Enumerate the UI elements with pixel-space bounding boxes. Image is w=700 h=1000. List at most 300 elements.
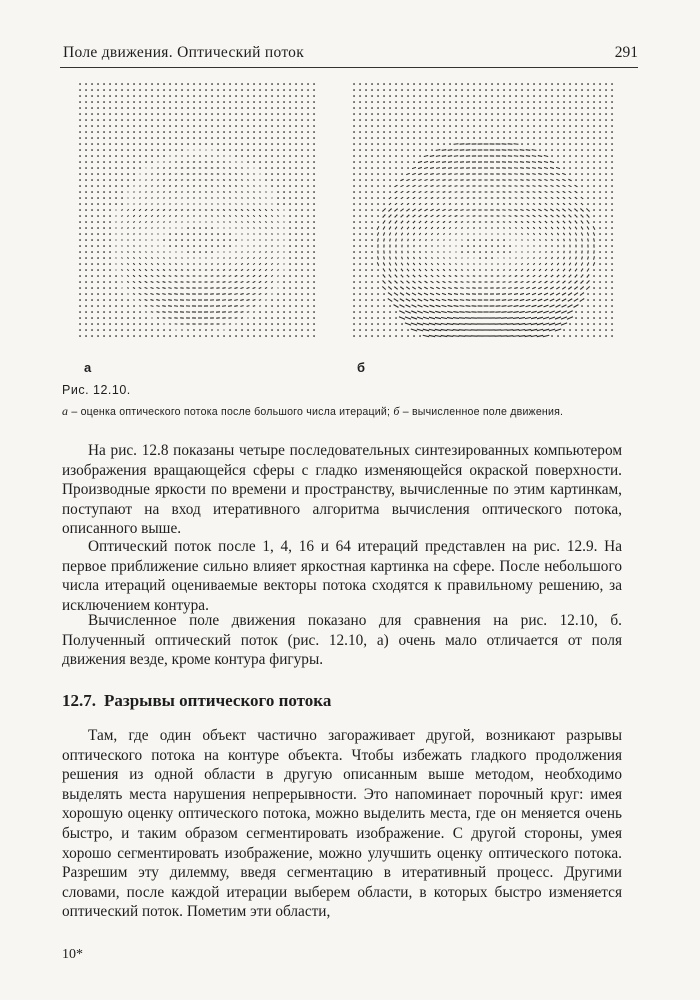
flow-dot (407, 119, 409, 121)
flow-vector (551, 275, 553, 277)
flow-vector (522, 239, 523, 240)
flow-dot (371, 191, 373, 193)
flow-dot (115, 107, 117, 109)
flow-dot (593, 221, 595, 223)
flow-dot (313, 245, 315, 247)
flow-dot (289, 101, 291, 103)
flow-vector (259, 186, 260, 187)
flow-dot (533, 101, 535, 103)
flow-vector (507, 312, 512, 313)
flow-dot (259, 83, 261, 85)
flow-dot (377, 203, 379, 205)
flow-vector (531, 317, 537, 318)
flow-dot (419, 113, 421, 115)
flow-dot (289, 185, 291, 187)
flow-dot (419, 95, 421, 97)
flow-dot (371, 161, 373, 163)
flow-dot (295, 155, 297, 157)
flow-dot (485, 101, 487, 103)
flow-dot (259, 131, 261, 133)
flow-vector (527, 215, 530, 216)
flow-dot (235, 83, 237, 85)
flow-dot (115, 311, 117, 313)
flow-vector (443, 269, 445, 270)
flow-dot (175, 83, 177, 85)
flow-dot (109, 149, 111, 151)
flow-vector (241, 269, 243, 270)
flow-vector (151, 269, 153, 270)
flow-dot (307, 263, 309, 265)
flow-vector (545, 275, 547, 277)
flow-dot (605, 257, 607, 259)
flow-dot (365, 233, 367, 235)
flow-dot (97, 239, 99, 241)
flow-dot (301, 215, 303, 217)
flow-vector (539, 221, 541, 223)
flow-dot (407, 89, 409, 91)
flow-dot (271, 161, 273, 163)
flow-dot (569, 167, 571, 169)
flow-dot (581, 149, 583, 151)
flow-vector (441, 323, 447, 324)
flow-dot (295, 131, 297, 133)
flow-dot (199, 101, 201, 103)
flow-dot (109, 197, 111, 199)
flow-dot (127, 323, 129, 325)
flow-dot (425, 101, 427, 103)
flow-vector (133, 269, 135, 270)
flow-dot (229, 245, 231, 247)
flow-dot (289, 251, 291, 253)
flow-dot (599, 269, 601, 271)
flow-dot (353, 317, 355, 319)
flow-vector (228, 312, 232, 313)
flow-dot (145, 155, 147, 157)
flow-vector (575, 275, 577, 278)
flow-vector (537, 311, 542, 313)
flow-vector (562, 305, 567, 307)
flow-dot (605, 329, 607, 331)
flow-dot (425, 107, 427, 109)
flow-dot (223, 125, 225, 127)
flow-dot (133, 119, 135, 121)
flow-dot (133, 167, 135, 169)
flow-dot (97, 119, 99, 121)
flow-vector (151, 221, 152, 222)
flow-dot (295, 95, 297, 97)
flow-dot (91, 185, 93, 187)
flow-dot (151, 107, 153, 109)
flow-dot (121, 137, 123, 139)
flow-dot (503, 239, 505, 241)
flow-dot (91, 323, 93, 325)
flow-dot (313, 257, 315, 259)
flow-vector (240, 294, 243, 295)
flow-dot (103, 191, 105, 193)
flow-vector (176, 252, 177, 253)
flow-vector (169, 276, 171, 277)
flow-dot (181, 245, 183, 247)
flow-vector (567, 317, 573, 319)
flow-dot (581, 179, 583, 181)
flow-dot (371, 329, 373, 331)
flow-dot (139, 83, 141, 85)
flow-vector (550, 287, 553, 289)
flow-dot (611, 263, 613, 265)
flow-dot (353, 191, 355, 193)
flow-vector (526, 162, 530, 163)
flow-vector (502, 210, 505, 211)
flow-dot (359, 137, 361, 139)
flow-vector (234, 312, 237, 313)
flow-dot (359, 293, 361, 295)
flow-dot (109, 245, 111, 247)
flow-dot (247, 101, 249, 103)
flow-vector (539, 204, 541, 205)
flow-vector (588, 256, 589, 259)
flow-vector (241, 209, 243, 210)
flow-dot (97, 281, 99, 283)
flow-vector (540, 257, 541, 259)
flow-vector (532, 162, 536, 163)
flow-dot (85, 251, 87, 253)
flow-dot (295, 275, 297, 277)
flow-dot (521, 131, 523, 133)
flow-dot (443, 125, 445, 127)
flow-vector (145, 269, 147, 270)
flow-dot (139, 119, 141, 121)
flow-dot (115, 173, 117, 175)
flow-dot (307, 257, 309, 259)
flow-vector (436, 209, 439, 210)
flow-vector (241, 215, 243, 216)
flow-vector (388, 299, 392, 302)
flow-dot (557, 137, 559, 139)
flow-dot (395, 317, 397, 319)
flow-dot (515, 107, 517, 109)
flow-dot (289, 215, 291, 217)
flow-dot (79, 299, 81, 301)
flow-dot (431, 113, 433, 115)
flow-dot (557, 155, 559, 157)
flow-dot (253, 323, 255, 325)
flow-dot (395, 125, 397, 127)
flow-vector (151, 215, 153, 216)
flow-vector (581, 215, 584, 218)
flow-dot (377, 161, 379, 163)
flow-dot (365, 281, 367, 283)
flow-dot (295, 209, 297, 211)
flow-dot (437, 95, 439, 97)
flow-dot (193, 131, 195, 133)
flow-dot (383, 161, 385, 163)
flow-dot (295, 173, 297, 175)
flow-dot (353, 263, 355, 265)
flow-vector (544, 293, 548, 295)
flow-dot (407, 131, 409, 133)
flow-vector (569, 233, 570, 235)
flow-vector (456, 240, 457, 241)
flow-dot (359, 161, 361, 163)
flow-dot (103, 209, 105, 211)
flow-vector (556, 287, 559, 289)
flow-dot (205, 233, 207, 235)
flow-dot (581, 311, 583, 313)
flow-vector (460, 300, 464, 301)
flow-dot (109, 317, 111, 319)
flow-dot (103, 143, 105, 145)
flow-dot (605, 317, 607, 319)
flow-dot (365, 167, 367, 169)
flow-vector (145, 263, 147, 264)
flow-vector (116, 270, 117, 271)
flow-vector (133, 215, 134, 216)
flow-vector (253, 281, 256, 282)
flow-dot (455, 131, 457, 133)
flow-vector (533, 263, 534, 264)
flow-dot (313, 83, 315, 85)
flow-dot (151, 161, 153, 163)
flow-dot (127, 161, 129, 163)
flow-dot (497, 239, 499, 241)
section-number: 12.7. (62, 691, 96, 710)
flow-vector (442, 209, 445, 210)
flow-vector (556, 167, 560, 168)
flow-vector (222, 288, 225, 289)
flow-vector (151, 281, 154, 282)
flow-vector (121, 215, 122, 216)
flow-dot (301, 233, 303, 235)
flow-dot (569, 149, 571, 151)
flow-dot (133, 311, 135, 313)
flow-dot (109, 299, 111, 301)
flow-dot (533, 119, 535, 121)
flow-vector (384, 238, 385, 241)
flow-dot (289, 167, 291, 169)
flow-dot (91, 251, 93, 253)
flow-dot (461, 245, 463, 247)
flow-dot (437, 101, 439, 103)
flow-vector (389, 215, 392, 218)
flow-dot (229, 335, 231, 337)
flow-dot (437, 125, 439, 127)
flow-dot (91, 257, 93, 259)
flow-dot (307, 299, 309, 301)
flow-dot (497, 245, 499, 247)
flow-dot (395, 173, 397, 175)
flow-dot (97, 245, 99, 247)
flow-dot (289, 257, 291, 259)
flow-dot (485, 239, 487, 241)
flow-dot (593, 287, 595, 289)
flow-dot (371, 95, 373, 97)
flow-dot (509, 245, 511, 247)
flow-vector (574, 209, 577, 212)
flow-vector (525, 311, 530, 312)
flow-dot (395, 143, 397, 145)
flow-dot (169, 329, 171, 331)
flow-vector (133, 257, 134, 258)
flow-vector (145, 192, 147, 193)
flow-dot (127, 185, 129, 187)
flow-vector (265, 204, 266, 205)
flow-vector (521, 186, 524, 187)
flow-vector (156, 306, 159, 307)
flow-vector (537, 329, 543, 330)
flow-vector (133, 198, 134, 199)
flow-dot (313, 185, 315, 187)
flow-vector (241, 204, 242, 205)
flow-dot (377, 287, 379, 289)
flow-dot (127, 167, 129, 169)
flow-dot (307, 275, 309, 277)
flow-dot (575, 155, 577, 157)
flow-dot (193, 239, 195, 241)
flow-dot (509, 83, 511, 85)
flow-vector (253, 192, 255, 193)
flow-dot (97, 113, 99, 115)
flow-dot (605, 143, 607, 145)
flow-vector (443, 221, 445, 222)
flow-vector (259, 257, 260, 258)
flow-dot (91, 305, 93, 307)
flow-vector (133, 263, 134, 264)
flow-dot (211, 233, 213, 235)
flow-vector (431, 192, 434, 193)
flow-vector (169, 222, 170, 223)
flow-dot (223, 245, 225, 247)
flow-dot (359, 107, 361, 109)
flow-dot (157, 107, 159, 109)
flow-dot (353, 89, 355, 91)
flow-dot (295, 335, 297, 337)
flow-dot (581, 323, 583, 325)
flow-dot (133, 179, 135, 181)
flow-vector (230, 228, 231, 229)
flow-dot (593, 281, 595, 283)
flow-dot (353, 119, 355, 121)
flow-vector (539, 215, 542, 217)
flow-vector (401, 191, 404, 192)
flow-dot (91, 125, 93, 127)
flow-dot (359, 221, 361, 223)
flow-dot (599, 185, 601, 187)
flow-vector (544, 162, 548, 163)
flow-dot (151, 83, 153, 85)
flow-vector (259, 294, 261, 295)
flow-dot (241, 137, 243, 139)
flow-dot (557, 161, 559, 163)
flow-vector (229, 270, 231, 271)
flow-dot (97, 131, 99, 133)
flow-dot (449, 125, 451, 127)
flow-dot (359, 113, 361, 115)
flow-vector (128, 227, 129, 228)
flow-dot (401, 155, 403, 157)
flow-vector (555, 317, 561, 319)
flow-vector (402, 257, 403, 259)
flow-dot (283, 197, 285, 199)
flow-dot (365, 125, 367, 127)
flow-dot (515, 119, 517, 121)
flow-dot (295, 125, 297, 127)
paragraph-3: Вычисленное поле движения показано для сравнения на рис. 12.10, б. Полученный оптический поток (рис. 12.10, а) очень мало отличается от поля движения везде, кроме контура фигуры. (62, 612, 622, 669)
flow-dot (301, 119, 303, 121)
flow-dot (103, 305, 105, 307)
flow-dot (265, 155, 267, 157)
flow-dot (289, 275, 291, 277)
flow-vector (549, 329, 555, 331)
flow-dot (301, 293, 303, 295)
flow-vector (569, 227, 571, 229)
flow-dot (431, 125, 433, 127)
flow-vector (455, 222, 457, 223)
flow-vector (532, 156, 536, 157)
flow-dot (283, 149, 285, 151)
flow-vector (408, 239, 409, 241)
flow-dot (359, 191, 361, 193)
flow-vector (139, 221, 140, 222)
flow-vector (388, 293, 392, 296)
flow-dot (313, 251, 315, 253)
flow-dot (377, 323, 379, 325)
flow-dot (599, 101, 601, 103)
flow-dot (599, 137, 601, 139)
flow-vector (259, 263, 261, 264)
flow-dot (371, 305, 373, 307)
flow-vector (545, 263, 546, 265)
flow-dot (611, 131, 613, 133)
flow-dot (365, 257, 367, 259)
flow-dot (605, 269, 607, 271)
flow-dot (359, 203, 361, 205)
flow-dot (193, 101, 195, 103)
flow-vector (139, 300, 141, 301)
flow-dot (211, 245, 213, 247)
flow-dot (359, 329, 361, 331)
flow-dot (431, 137, 433, 139)
flow-dot (169, 245, 171, 247)
flow-dot (169, 95, 171, 97)
paragraph-4: Там, где один объект частично загораживает другой, возникают разрывы оптического потока на контуре объекта. Чтобы избежать гладкого продолжения решения из одной области в другую описанным выше методом, необходимо выделять места нарушения непрерывности. Это напоминает порочный круг: имея хорошую оценку оптического потока, можно выделить места, где он меняется очень быстро, и таким образом сегментировать изображение. С другой стороны, умея хорошо сегментировать изображение, можно улучшить оценку оптического потока. Разрешим эту дилемму, введя сегментацию в итеративный процесс. Другими словами, после каждой итерации выберем области, в которых быстро изменяется оптический поток. Пометим эти области, (62, 727, 622, 921)
flow-vector (551, 281, 554, 283)
flow-vector (241, 282, 244, 283)
flow-dot (353, 233, 355, 235)
flow-dot (103, 197, 105, 199)
flow-dot (223, 335, 225, 337)
flow-vector (449, 221, 451, 222)
flow-dot (91, 143, 93, 145)
flow-dot (199, 95, 201, 97)
flow-dot (611, 335, 613, 337)
flow-dot (127, 119, 129, 121)
flow-dot (265, 305, 267, 307)
flow-dot (313, 263, 315, 265)
flow-vector (442, 305, 447, 306)
flow-dot (371, 125, 373, 127)
flow-vector (581, 203, 583, 205)
flow-dot (491, 107, 493, 109)
flow-vector (271, 209, 272, 210)
flow-vector (551, 221, 553, 223)
flow-dot (193, 89, 195, 91)
flow-dot (295, 239, 297, 241)
flow-dot (145, 101, 147, 103)
flow-dot (175, 335, 177, 337)
flow-dot (389, 167, 391, 169)
flow-dot (169, 149, 171, 151)
flow-vector (407, 227, 409, 229)
